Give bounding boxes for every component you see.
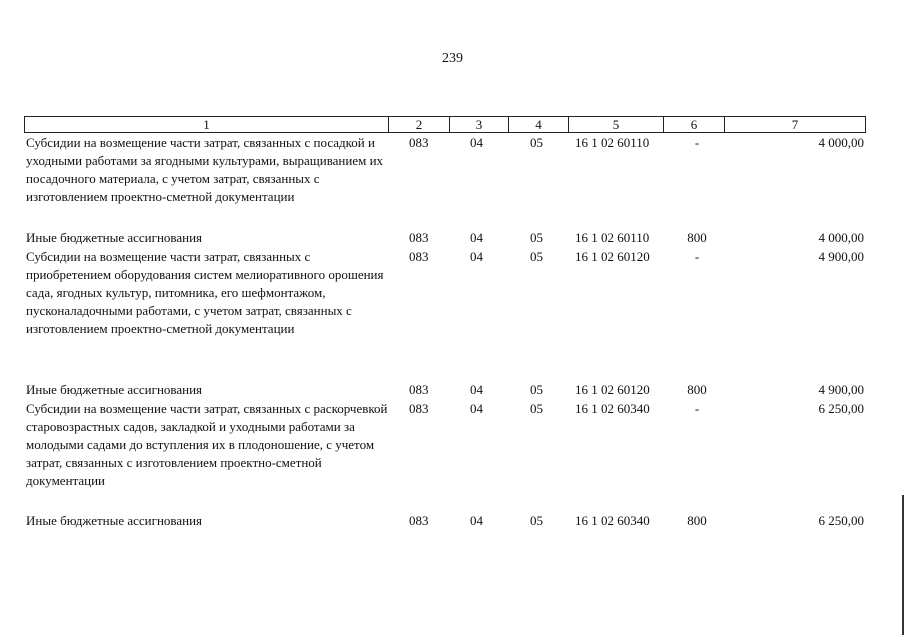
cell-col6: 800 — [687, 513, 707, 528]
cell-col2: 083 — [409, 382, 429, 397]
cell-col6: 800 — [687, 382, 707, 397]
cell-col5: 16 1 02 60110 — [575, 230, 650, 245]
cell-col6: - — [694, 401, 700, 416]
row-description: Субсидии на возмещение части затрат, связанных с посадкой и уходными работами за ягодными культурами, выращиванием их посадочного материала, с учетом затрат, связанных с изготовлением проектно-сметной документации — [26, 135, 384, 204]
cell-col6: - — [694, 249, 700, 264]
row-description: Иные бюджетные ассигнования — [26, 513, 203, 528]
cell-col4: 05 — [530, 135, 543, 150]
column-header-7: 7 — [791, 117, 799, 132]
cell-col5: 16 1 02 60340 — [575, 401, 650, 416]
cell-col4: 05 — [530, 230, 543, 245]
cell-col7: 4 900,00 — [818, 249, 864, 264]
cell-col3: 04 — [470, 230, 483, 245]
cell-col4: 05 — [530, 513, 543, 528]
cell-col6: 800 — [687, 230, 707, 245]
cell-col7: 4 000,00 — [818, 135, 864, 150]
column-header-2: 2 — [389, 117, 450, 132]
cell-col3: 04 — [470, 135, 483, 150]
row-description: Субсидии на возмещение части затрат, связанных с раскорчевкой старовозрастных садов, закладкой и уходными работами за молодыми садами до вступления их в плодоношение, с учетом затрат, связанных с изготовлением проектно-сметной документации — [26, 401, 388, 488]
cell-col7: 4 000,00 — [818, 230, 864, 245]
cell-col2: 083 — [409, 135, 429, 150]
table-header — [24, 116, 866, 133]
column-header-4: 4 — [509, 117, 569, 132]
scan-edge-line — [902, 495, 904, 635]
page-number: 239 — [442, 51, 463, 66]
cell-col4: 05 — [530, 401, 543, 416]
cell-col4: 05 — [530, 249, 543, 264]
row-description: Иные бюджетные ассигнования — [26, 230, 203, 245]
column-header-3: 3 — [450, 117, 509, 132]
cell-col2: 083 — [409, 401, 429, 416]
cell-col6: - — [694, 135, 700, 150]
cell-col3: 04 — [470, 249, 483, 264]
cell-col2: 083 — [409, 249, 429, 264]
column-header-6: 6 — [664, 117, 725, 132]
row-description: Субсидии на возмещение части затрат, связанных с приобретением оборудования систем мелиоративного орошения сада, ягодных культур, питомника, его шефмонтажом, пусконаладочными работами, с учетом затрат, связанных с изготовлением проектно-сметной документации — [26, 249, 384, 336]
cell-col5: 16 1 02 60120 — [575, 382, 650, 397]
column-header-1: 1 — [25, 117, 389, 132]
cell-col5: 16 1 02 60340 — [575, 513, 650, 528]
cell-col4: 05 — [530, 382, 543, 397]
cell-col7: 6 250,00 — [818, 513, 864, 528]
row-description: Иные бюджетные ассигнования — [26, 382, 203, 397]
cell-col2: 083 — [409, 513, 429, 528]
cell-col5: 16 1 02 60110 — [575, 135, 650, 150]
cell-col5: 16 1 02 60120 — [575, 249, 650, 264]
cell-col2: 083 — [409, 230, 429, 245]
cell-col3: 04 — [470, 401, 483, 416]
cell-col7: 6 250,00 — [818, 401, 864, 416]
column-header-5: 5 — [569, 117, 664, 132]
cell-col7: 4 900,00 — [818, 382, 864, 397]
cell-col3: 04 — [470, 382, 483, 397]
cell-col3: 04 — [470, 513, 483, 528]
